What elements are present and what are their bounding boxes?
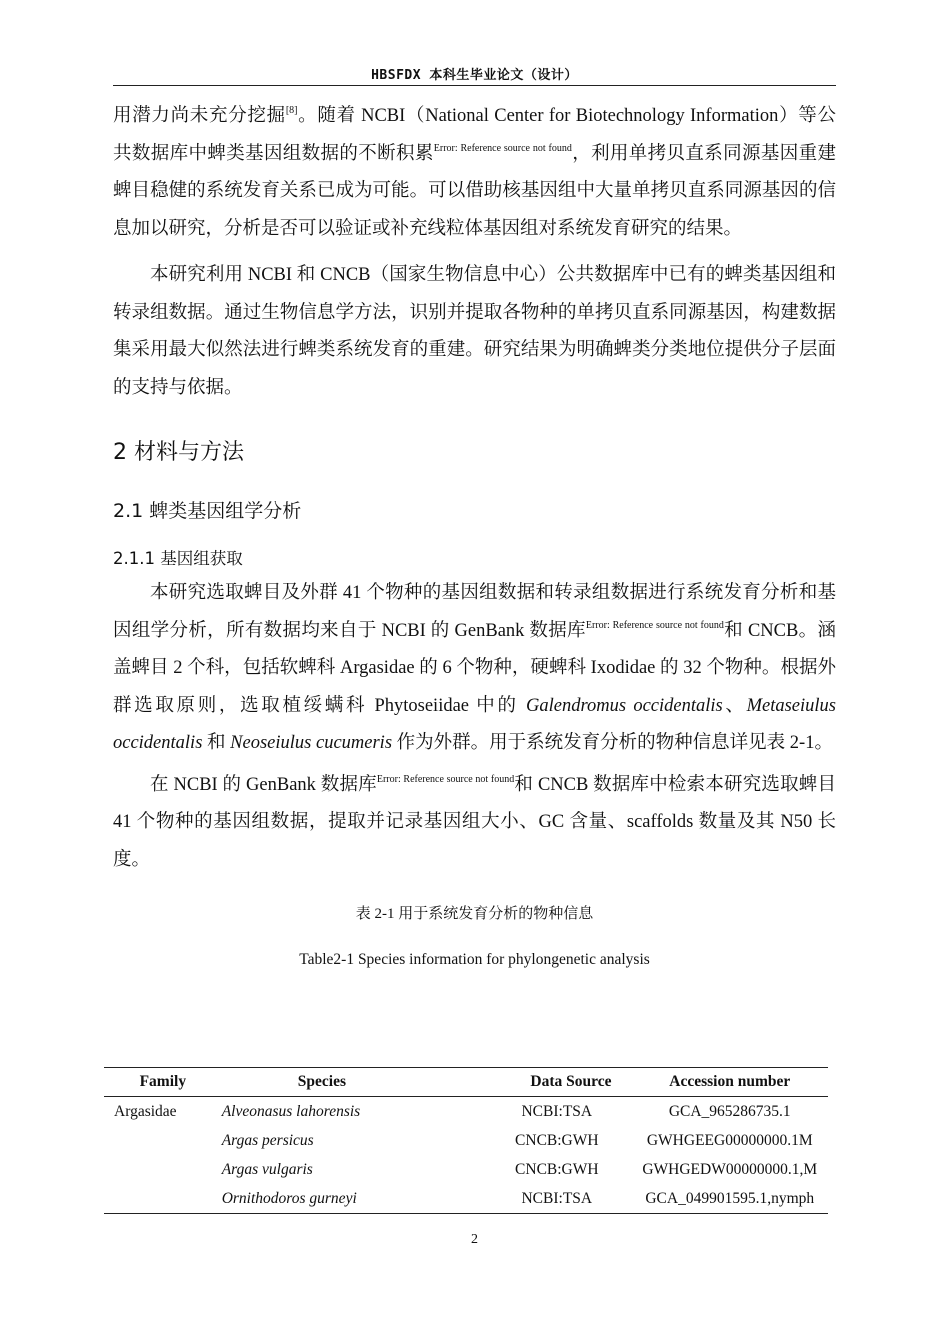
paragraph-text: 作为外群。用于系统发育分析的物种信息详见表 2-1。	[392, 733, 833, 753]
citation-error[interactable]: Error: Reference source not found	[433, 142, 572, 154]
table-cell: GWHGEDW00000000.1,M	[642, 1160, 818, 1178]
table-cell	[104, 1184, 222, 1214]
species-table	[104, 1067, 828, 1214]
table-caption-en: Table2-1 Species information for phylongenetic analysis	[299, 951, 650, 968]
table-cell: Alveonasus lahorensis	[221, 1102, 361, 1120]
table-row	[104, 1184, 828, 1214]
table-cell: GCA_965286735.1	[668, 1102, 791, 1120]
species-name: Neoseiulus cucumeris	[230, 733, 393, 753]
paragraph-text: 。随着 NCBI（National Center for Biotechnology Information）等公共数据库中蜱类基因组数据的不断积累	[113, 106, 836, 164]
table-cell: NCBI:TSA	[521, 1102, 593, 1120]
paragraph-text: 、	[722, 695, 747, 716]
paragraph-text: 和 CNCB 数据库中检索本研究选取蜱目 41 个物种的基因组数据，提取并记录基因组大小、GC 含量、scaffolds 数量及其 N50 长度。	[113, 774, 836, 870]
paragraph-text: 和	[202, 733, 231, 753]
table-cell	[104, 1126, 222, 1155]
table-cell: Argas vulgaris	[221, 1160, 313, 1178]
table-caption-cn: 表 2-1 用于系统发育分析的物种信息	[355, 906, 594, 922]
page-number: 2	[471, 1232, 478, 1247]
table-cell: Ornithodoros gurneyi	[222, 1184, 482, 1214]
paragraph-1	[113, 98, 836, 248]
table-row	[104, 1155, 828, 1184]
table-cell: CNCB:GWH	[515, 1131, 599, 1149]
section-heading-2: 2 材料与方法	[113, 440, 244, 465]
species-name: Galendromus occidentalis	[525, 695, 723, 716]
page-body	[113, 98, 836, 975]
section-heading-2-1: 2.1 蜱类基因组学分析	[113, 500, 302, 522]
paragraph-text: 在 NCBI 的 GenBank 数据库	[150, 774, 377, 795]
citation[interactable]: [8]	[285, 105, 298, 116]
header-rule	[113, 85, 836, 86]
table-row	[104, 1097, 828, 1127]
column-header: Accession number	[631, 1068, 828, 1097]
citation-error[interactable]: Error: Reference source not found	[376, 773, 515, 785]
paragraph-text: 和 CNCB。涵盖蜱目 2 个科，包括软蜱科 Argasidae 的 6 个物种，硬蜱科 Ixodidae 的 32 个物种。根据外群选取原则，选取植绥螨科 Phytoseiidae 中的	[113, 620, 836, 716]
table-header-row	[104, 1068, 828, 1097]
table-cell	[104, 1155, 222, 1184]
section-heading-2-1-1: 2.1.1 基因组获取	[113, 549, 243, 568]
table-cell: Argasidae	[114, 1102, 177, 1120]
column-header: Data Source	[482, 1068, 631, 1097]
table-cell: GCA_049901595.1,nymph	[631, 1184, 828, 1214]
table-cell: NCBI:TSA	[482, 1184, 631, 1214]
table-cell: Argas persicus	[221, 1131, 314, 1149]
paragraph-3	[113, 575, 836, 763]
page-header: HBSFDX 本科生毕业论文（设计）	[371, 68, 578, 83]
paragraph-text: 用潜力尚未充分挖掘	[113, 106, 286, 126]
table-row	[104, 1126, 828, 1155]
table-cell: GWHGEEG00000000.1M	[646, 1131, 813, 1149]
species-name: Metaseiulus occidentalis	[113, 695, 836, 753]
paragraph-2: 本研究利用 NCBI 和 CNCB（国家生物信息中心）公共数据库中已有的蜱类基因组和转录组数据。通过生物信息学方法，识别并提取各物种的单拷贝直系同源基因，构建数据集采用最大似然法进行蜱类系统发育的重建。研究结果为明确蜱类分类地位提供分子层面的支持与依据。	[113, 265, 836, 398]
column-header: Family	[104, 1068, 222, 1097]
paragraph-text: ，利用单拷贝直系同源基因重建蜱目稳健的系统发育关系已成为可能。可以借助核基因组中大量单拷贝直系同源基因的信息加以研究，分析是否可以验证或补充线粒体基因组对系统发育研究的结果。	[113, 143, 836, 239]
column-header: Species	[222, 1068, 482, 1097]
paragraph-4	[113, 767, 836, 880]
table-cell: CNCB:GWH	[515, 1160, 599, 1178]
paragraph-text: 本研究选取蜱目及外群 41 个物种的基因组数据和转录组数据进行系统发育分析和基因组学分析，所有数据均来自于 NCBI 的 GenBank 数据库	[113, 583, 836, 641]
citation-error[interactable]: Error: Reference source not found	[585, 619, 724, 631]
